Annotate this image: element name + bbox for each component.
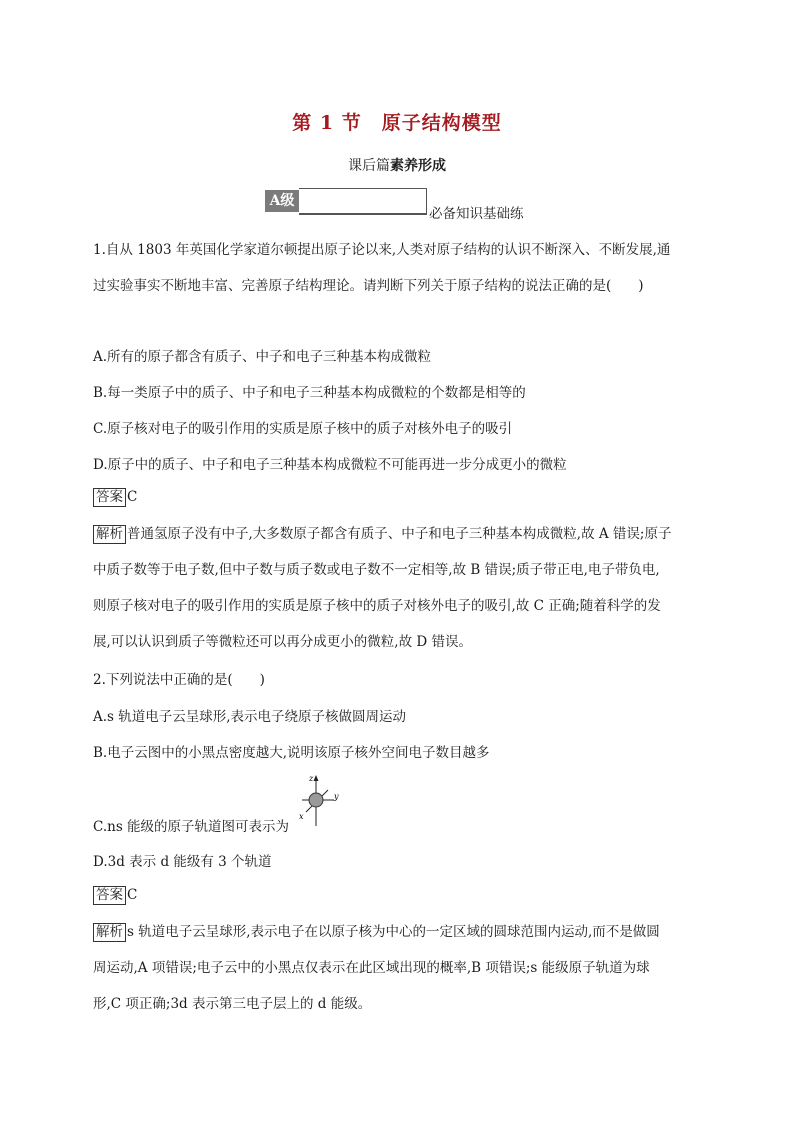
q2-explain-line3: 形,C 项正确;3d 表示第三电子层上的 d 能级。 <box>93 996 372 1012</box>
q2-option-a: A.s 轨道电子云呈球形,表示电子绕原子核做圆周运动 <box>93 709 407 725</box>
s-orbital-axes-icon <box>296 772 346 830</box>
explain-text: 普通氢原子没有中子,大多数原子都含有质子、中子和电子三种基本构成微粒,故 A 错误;原子 <box>127 526 672 542</box>
section-subtitle <box>0 155 794 175</box>
level-box <box>299 188 427 214</box>
subtitle-prefix: 课后篇 <box>348 158 390 174</box>
q2-explain-line2: 周运动,A 项错误;电子云中的小黑点仅表示在此区域出现的概率,B 项错误;s 能级原子轨道为球 <box>93 960 650 976</box>
q1-option-d: D.原子中的质子、中子和电子三种基本构成微粒不可能再进一步分成更小的微粒 <box>93 457 567 473</box>
axis-x-label: x <box>299 812 304 821</box>
level-title: 必备知识基础练 <box>429 206 524 222</box>
answer-value: C <box>127 887 138 903</box>
q2-answer <box>93 886 137 905</box>
q1-option-c: C.原子核对电子的吸引作用的实质是原子核中的质子对核外电子的吸引 <box>93 421 513 437</box>
axis-z-label: z <box>309 774 314 783</box>
q1-stem-line2: 过实验事实不断地丰富、完善原子结构理论。请判断下列关于原子结构的说法正确的是( ) <box>93 278 644 294</box>
answer-label: 答案 <box>93 488 126 507</box>
answer-label: 答案 <box>93 886 126 905</box>
q1-explain-line3: 则原子核对电子的吸引作用的实质是原子核中的质子对核外电子的吸引,故 C 正确;随着科学的发 <box>93 598 661 614</box>
q1-explain-line4: 展,可以认识到质子等微粒还可以再分成更小的微粒,故 D 错误。 <box>93 634 472 650</box>
axis-y-label: y <box>334 792 339 801</box>
q2-option-b: B.电子云图中的小黑点密度越大,说明该原子核外空间电子数目越多 <box>93 745 490 761</box>
page-title: 第 1 节 原子结构模型 <box>292 112 502 134</box>
explain-label: 解析 <box>93 525 126 544</box>
subtitle-emphasis: 素养形成 <box>390 158 446 174</box>
q1-option-b: B.每一类原子中的质子、中子和电子三种基本构成微粒的个数都是相等的 <box>93 385 526 401</box>
q1-explain-line2: 中质子数等于电子数,但中子数与质子数或电子数不一定相等,故 B 错误;质子带正电,电子带负电, <box>93 562 660 578</box>
q2-option-d: D.3d 表示 d 能级有 3 个轨道 <box>93 854 272 870</box>
explain-text: s 轨道电子云呈球形,表示电子在以原子核为中心的一定区域的圆球范围内运动,而不是做圆 <box>127 924 660 940</box>
q2-stem: 2.下列说法中正确的是( ) <box>93 672 265 688</box>
answer-value: C <box>127 489 138 505</box>
q1-stem-line1: 1.自从 1803 年英国化学家道尔顿提出原子论以来,人类对原子结构的认识不断深入、不断发展,通 <box>93 242 671 258</box>
q1-explain-line1 <box>93 516 705 552</box>
q1-option-a: A.所有的原子都含有质子、中子和电子三种基本构成微粒 <box>93 349 432 365</box>
q2-option-c: C.ns 能级的原子轨道图可表示为 <box>93 819 290 835</box>
q1-answer <box>93 488 137 507</box>
q2-explain-line1 <box>93 914 705 950</box>
explain-label: 解析 <box>93 923 126 942</box>
level-badge: A级 <box>265 190 299 212</box>
